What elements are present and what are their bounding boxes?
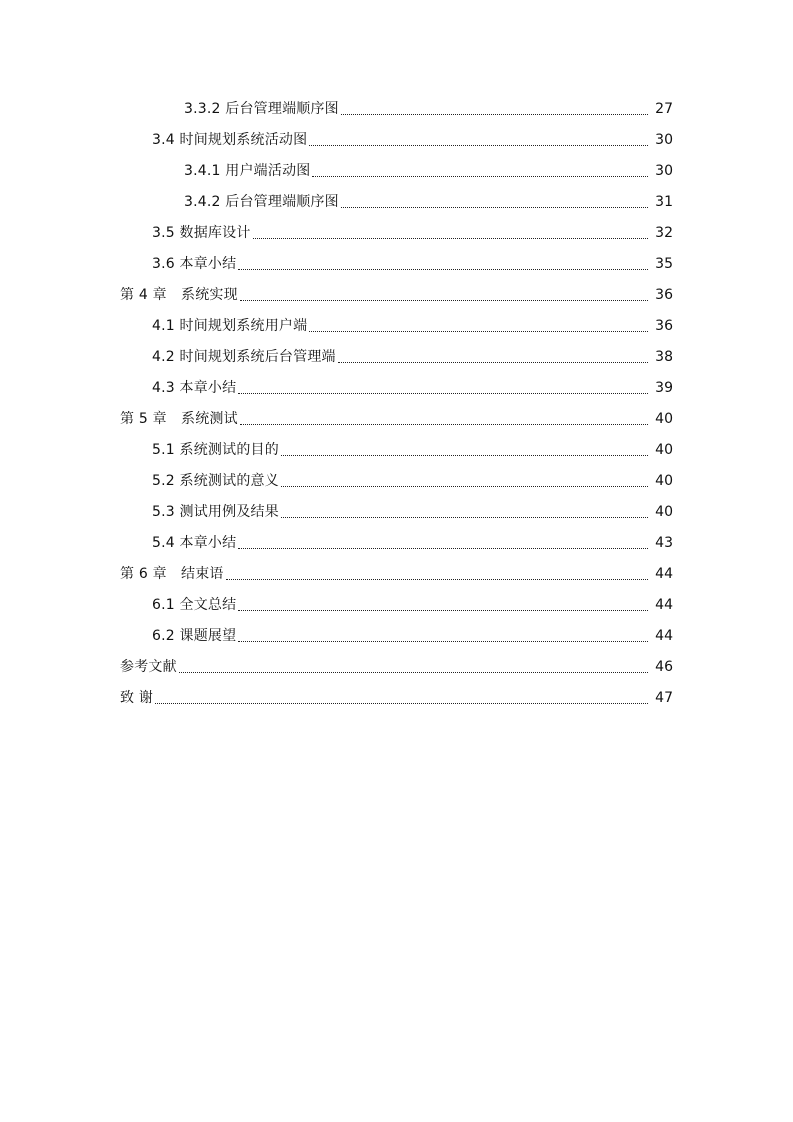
- dot-leader: [240, 299, 648, 301]
- toc-entry-3-3-2[interactable]: [0, 94, 793, 125]
- toc-entry-chapter-4[interactable]: [0, 280, 793, 311]
- toc-entry-5-1[interactable]: [0, 435, 793, 466]
- toc-entry-label: 3.5 数据库设计: [152, 225, 251, 241]
- toc-entry-label: 第 4 章 系统实现: [120, 287, 238, 303]
- toc-entry-3-5[interactable]: [0, 218, 793, 249]
- toc-entry-page: 40: [655, 411, 673, 427]
- toc-entry-page: 44: [655, 628, 673, 644]
- toc-entry-label: 5.1 系统测试的目的: [152, 442, 279, 458]
- dot-leader: [238, 640, 648, 642]
- dot-leader: [312, 175, 648, 177]
- dot-leader: [281, 516, 648, 518]
- dot-leader: [309, 144, 648, 146]
- dot-leader: [238, 268, 648, 270]
- toc-entry-page: 38: [655, 349, 673, 365]
- toc-entry-page: 40: [655, 473, 673, 489]
- toc-entry-page: 44: [655, 597, 673, 613]
- dot-leader: [341, 113, 648, 115]
- toc-entry-label: 3.6 本章小结: [152, 256, 237, 272]
- table-of-contents: [0, 94, 793, 714]
- toc-entry-page: 30: [655, 163, 673, 179]
- dot-leader: [238, 392, 648, 394]
- dot-leader: [226, 578, 648, 580]
- toc-entry-6-1[interactable]: [0, 590, 793, 621]
- dot-leader: [253, 237, 648, 239]
- dot-leader: [238, 609, 648, 611]
- dot-leader: [238, 547, 648, 549]
- toc-entry-label: 3.4.1 用户端活动图: [184, 163, 311, 179]
- toc-entry-label: 参考文献: [120, 659, 177, 675]
- toc-entry-label: 6.2 课题展望: [152, 628, 237, 644]
- dot-leader: [240, 423, 648, 425]
- toc-entry-4-2[interactable]: [0, 342, 793, 373]
- toc-entry-page: 40: [655, 504, 673, 520]
- toc-entry-acknowledgements[interactable]: [0, 683, 793, 714]
- dot-leader: [309, 330, 648, 332]
- dot-leader: [338, 361, 648, 363]
- toc-entry-label: 第 6 章 结束语: [120, 566, 224, 582]
- toc-entry-label: 5.2 系统测试的意义: [152, 473, 279, 489]
- toc-entry-3-4-1[interactable]: [0, 156, 793, 187]
- toc-entry-6-2[interactable]: [0, 621, 793, 652]
- toc-entry-3-4-2[interactable]: [0, 187, 793, 218]
- toc-entry-3-6[interactable]: [0, 249, 793, 280]
- toc-entry-page: 43: [655, 535, 673, 551]
- toc-entry-page: 40: [655, 442, 673, 458]
- toc-entry-label: 4.2 时间规划系统后台管理端: [152, 349, 336, 365]
- toc-entry-4-3[interactable]: [0, 373, 793, 404]
- toc-entry-5-4[interactable]: [0, 528, 793, 559]
- toc-entry-page: 36: [655, 318, 673, 334]
- toc-entry-label: 4.3 本章小结: [152, 380, 237, 396]
- toc-entry-label: 6.1 全文总结: [152, 597, 237, 613]
- toc-entry-5-3[interactable]: [0, 497, 793, 528]
- toc-entry-page: 39: [655, 380, 673, 396]
- toc-entry-page: 47: [655, 690, 673, 706]
- toc-entry-4-1[interactable]: [0, 311, 793, 342]
- toc-entry-page: 36: [655, 287, 673, 303]
- toc-entry-references[interactable]: [0, 652, 793, 683]
- toc-entry-label: 5.4 本章小结: [152, 535, 237, 551]
- toc-entry-page: 27: [655, 101, 673, 117]
- toc-entry-label: 致 谢: [120, 690, 154, 706]
- toc-entry-page: 32: [655, 225, 673, 241]
- toc-entry-page: 46: [655, 659, 673, 675]
- dot-leader: [281, 485, 648, 487]
- toc-entry-label: 4.1 时间规划系统用户端: [152, 318, 308, 334]
- toc-entry-chapter-6[interactable]: [0, 559, 793, 590]
- toc-entry-label: 5.3 测试用例及结果: [152, 504, 279, 520]
- toc-entry-page: 31: [655, 194, 673, 210]
- toc-entry-chapter-5[interactable]: [0, 404, 793, 435]
- toc-entry-label: 3.4 时间规划系统活动图: [152, 132, 308, 148]
- toc-entry-page: 44: [655, 566, 673, 582]
- toc-entry-3-4[interactable]: [0, 125, 793, 156]
- toc-entry-label: 第 5 章 系统测试: [120, 411, 238, 427]
- toc-entry-label: 3.4.2 后台管理端顺序图: [184, 194, 339, 210]
- dot-leader: [179, 671, 648, 673]
- dot-leader: [281, 454, 648, 456]
- dot-leader: [341, 206, 648, 208]
- toc-entry-label: 3.3.2 后台管理端顺序图: [184, 101, 339, 117]
- dot-leader: [155, 702, 648, 704]
- toc-entry-page: 30: [655, 132, 673, 148]
- toc-entry-page: 35: [655, 256, 673, 272]
- toc-entry-5-2[interactable]: [0, 466, 793, 497]
